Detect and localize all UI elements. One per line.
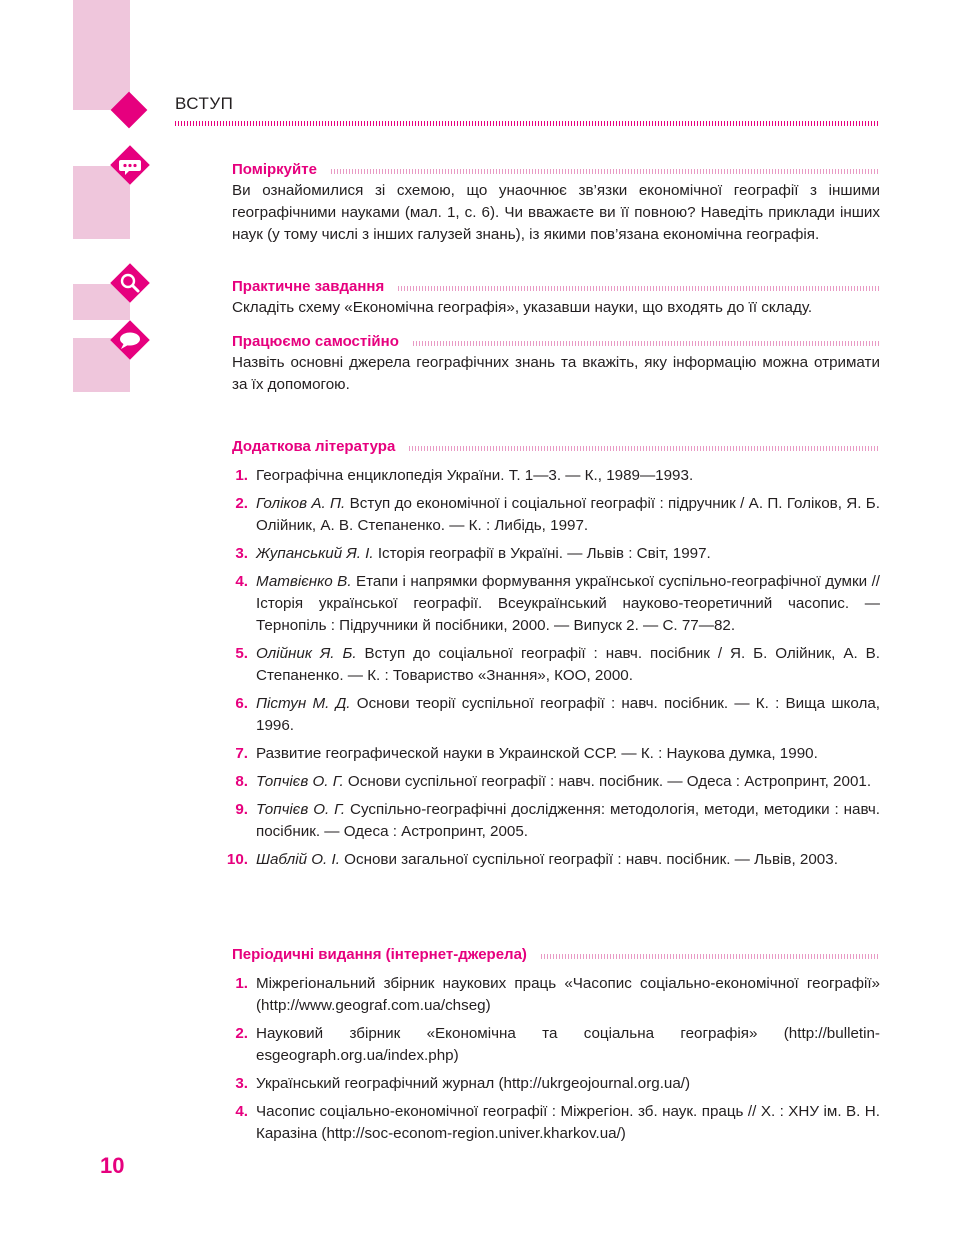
list-item-text: Етапи і напрямки формування української суспільно-географічної думки // Історія української географії. Всеукраїнський науково-теоретичний часопис. — Тернопіль : Підручники й посібники, 2000. — Випуск 2. — С. 77—82. <box>256 573 881 634</box>
periodicals-heading-label: Періодичні видання (інтернет-джерела) <box>232 946 527 963</box>
list-item <box>232 743 880 765</box>
list-item <box>232 571 880 637</box>
list-item-author: Пістун М. Д. <box>256 695 351 712</box>
independent-heading-label: Працюємо самостійно <box>232 333 399 350</box>
think-section <box>232 160 880 246</box>
list-item-author: Олійник Я. Б. <box>256 645 357 662</box>
list-item-number: 6. <box>235 695 248 712</box>
periodicals-section <box>232 945 880 1151</box>
magnifier-icon <box>110 263 150 303</box>
list-item <box>232 543 880 565</box>
list-item-author: Топчієв О. Г. <box>256 801 346 818</box>
practical-text: Складіть схему «Економічна географія», указавши науки, що входять до її складу. <box>232 299 813 316</box>
heading-divider <box>413 341 880 346</box>
practical-heading <box>232 277 880 297</box>
list-item-author: Голіков А. П. <box>256 495 346 512</box>
list-item-number: 10. <box>226 851 248 868</box>
list-item-text: Суспільно-географічні дослідження: методологія, методи, методики : навч. посібник. — Одеса : Астропринт, 2005. <box>256 801 880 840</box>
list-item-text: Міжрегіональний збірник наукових праць «Часопис соціально-економічної географії» (http://www.geograf.com.ua/chseg) <box>256 975 880 1014</box>
list-item <box>232 1073 880 1095</box>
list-item-number: 3. <box>235 545 248 562</box>
list-item <box>232 771 880 793</box>
list-item <box>232 1023 880 1067</box>
list-item-number: 1. <box>235 467 248 484</box>
literature-list <box>226 465 881 871</box>
think-text: Ви ознайомилися зі схемою, що унаочнює зв’язки економічної географії з іншими географічними науками (мал. 1, с. 6). Чи вважаєте ви її повною? Наведіть приклади інших наук (у тому числі з інших галузей знань), із якими пов’язана економічна географія. <box>232 182 880 243</box>
heading-divider <box>331 169 880 174</box>
periodicals-list <box>232 973 880 1145</box>
think-heading <box>232 160 880 180</box>
section-title: ВСТУП <box>175 94 234 113</box>
list-item-text: Український географічний журнал (http://ukrgeojournal.org.ua/) <box>256 1075 691 1092</box>
list-item-text: Часопис соціально-економічної географії : Міжрегіон. зб. наук. праць // Х. : ХНУ ім. В. Н. Каразіна (http://soc-econom-region.univer.kharkov.ua/) <box>256 1103 880 1142</box>
periodicals-heading <box>232 945 880 965</box>
literature-section <box>226 437 881 877</box>
list-item-text: Історія географії в Україні. — Львів : Світ, 1997. <box>373 545 711 562</box>
list-item-author: Шаблій О. І. <box>256 851 340 868</box>
list-item-text: Развитие географической науки в Украинской ССР. — К. : Наукова думка, 1990. <box>256 745 818 762</box>
independent-section <box>232 332 880 396</box>
speech-dots-icon <box>110 145 150 185</box>
list-item <box>232 693 880 737</box>
list-item-number: 3. <box>235 1075 248 1092</box>
list-item <box>232 799 880 843</box>
list-item-number: 4. <box>235 1103 248 1120</box>
practical-heading-label: Практичне завдання <box>232 278 385 295</box>
think-heading-label: Поміркуйте <box>232 161 317 178</box>
heading-divider <box>409 446 880 451</box>
heading-divider <box>398 286 880 291</box>
page-number: 10 <box>100 1153 125 1178</box>
heading-divider <box>541 954 880 959</box>
list-item <box>232 973 880 1017</box>
list-item-text: Вступ до соціальної географії : навч. посібник / Я. Б. Олійник, А. В. Степаненко. — К. : Товариство «Знання», КОО, 2000. <box>256 645 880 684</box>
list-item-number: 8. <box>235 773 248 790</box>
independent-heading <box>232 332 880 352</box>
list-item-author: Топчієв О. Г. <box>256 773 344 790</box>
list-item-text: Основи теорії суспільної географії : навч. посібник. — К. : Вища школа, 1996. <box>256 695 880 734</box>
list-item-number: 4. <box>235 573 248 590</box>
independent-text: Назвіть основні джерела географічних знань та вкажіть, яку інформацію можна отримати за їх допомогою. <box>232 354 880 393</box>
list-item <box>232 493 880 537</box>
list-item-number: 5. <box>235 645 248 662</box>
literature-heading-label: Додаткова література <box>232 438 396 455</box>
list-item-text: Географічна енциклопедія України. Т. 1—3. — К., 1989—1993. <box>256 467 694 484</box>
list-item-number: 1. <box>235 975 248 992</box>
list-item <box>232 465 880 487</box>
literature-heading <box>232 437 880 457</box>
list-item-text: Вступ до економічної і соціальної географії : підручник / А. П. Голіков, Я. Б. Олійник, А. В. Степаненко. — К. : Либідь, 1997. <box>256 495 880 534</box>
practical-section <box>232 277 880 319</box>
list-item <box>232 643 880 687</box>
side-bar-top <box>73 0 130 110</box>
list-item <box>226 849 880 871</box>
list-item <box>232 1101 880 1145</box>
list-item-author: Жупанський Я. І. <box>256 545 374 562</box>
list-item-number: 2. <box>235 1025 248 1042</box>
speech-bubble-icon <box>110 320 150 360</box>
section-divider <box>175 121 880 126</box>
list-item-number: 2. <box>235 495 248 512</box>
list-item-number: 7. <box>235 745 248 762</box>
list-item-number: 9. <box>235 801 248 818</box>
list-item-text: Науковий збірник «Економічна та соціальна географія» (http://bulletin-esgeograph.org.ua/index.php) <box>256 1025 880 1064</box>
list-item-text: Основи загальної суспільної географії : навч. посібник. — Львів, 2003. <box>339 851 838 868</box>
list-item-text: Основи суспільної географії : навч. посібник. — Одеса : Астропринт, 2001. <box>343 773 872 790</box>
list-item-author: Матвієнко В. <box>256 573 352 590</box>
